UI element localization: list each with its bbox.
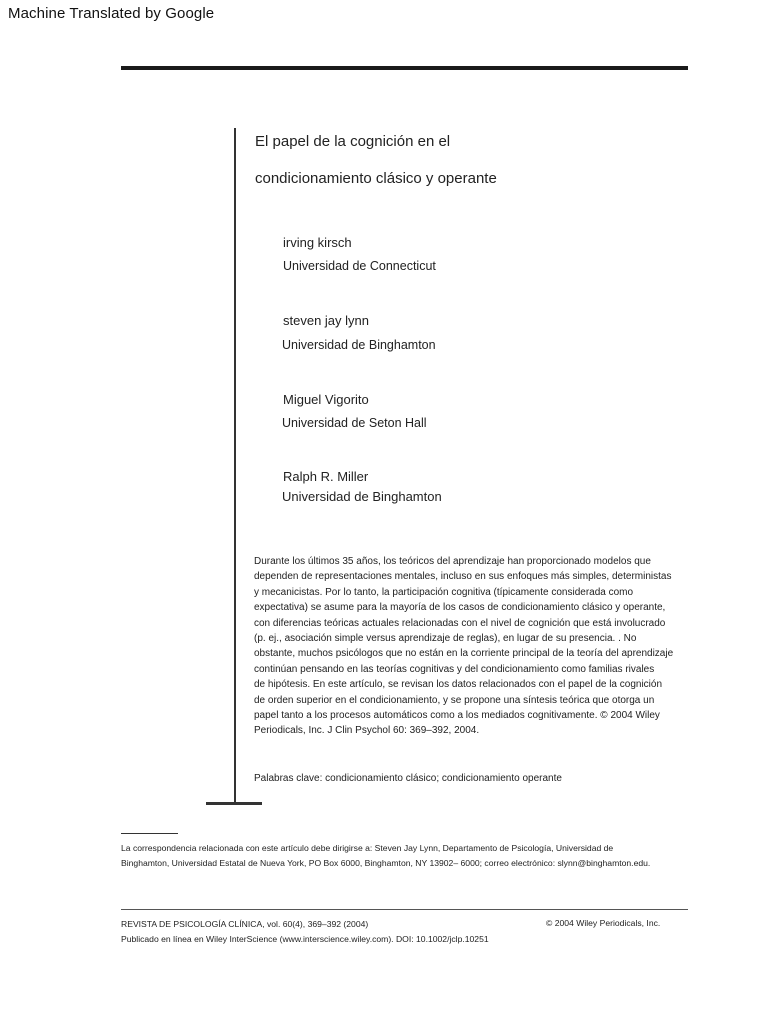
journal-online-info: Publicado en línea en Wiley InterScience (www.interscience.wiley.com). DOI: 10.1002/jclp.10251 [121, 934, 489, 944]
abstract-line: (p. ej., asociación simple versus aprendizaje de reglas), en lugar de su presencia. . No [254, 633, 637, 645]
abstract-line: continúan pensando en las teorías cognitivas y del condicionamiento como familias rivales [254, 663, 655, 675]
rule-foot [206, 802, 262, 805]
vertical-rule [234, 128, 236, 804]
footnote-line: La correspondencia relacionada con este artículo debe dirigirse a: Steven Jay Lynn, Departamento de Psicología, Universidad de [121, 843, 614, 853]
keywords: Palabras clave: condicionamiento clásico; condicionamiento operante [254, 773, 562, 784]
abstract-line: expectativa) se asume para la mayoría de los casos de condicionamiento clásico y operante, [254, 602, 666, 614]
author-name: Ralph R. Miller [283, 469, 369, 484]
abstract-line: dependen de representaciones mentales, incluso en sus enfoques más simples, deterministas [254, 571, 672, 583]
author-name: Miguel Vigorito [283, 392, 369, 407]
author-affiliation: Universidad de Binghamton [282, 489, 442, 504]
abstract-line: de hipótesis. En este artículo, se revisan los datos relacionados con el papel de la cognición [254, 679, 663, 691]
author-name: steven jay lynn [283, 313, 369, 328]
bottom-rule [121, 909, 688, 910]
journal-info [121, 917, 489, 947]
abstract-line: de orden superior en el condicionamiento, y se propone una síntesis teórica que otorga un [254, 694, 655, 706]
footnote-rule [121, 833, 178, 834]
top-rule [121, 66, 688, 70]
abstract-line: con diferencias teóricas actuales relacionadas con el nivel de cognición que está involucrado [254, 617, 666, 629]
abstract-line: y mecanicistas. Por lo tanto, la participación cognitiva (típicamente considerada como [254, 586, 634, 598]
translation-banner: Machine Translated by Google [8, 5, 215, 22]
author-name: irving kirsch [283, 235, 352, 250]
footnote-line: Binghamton, Universidad Estatal de Nueva York, PO Box 6000, Binghamton, NY 13902– 6000; correo electrónico: slynn@binghamton.edu. [121, 858, 651, 868]
abstract-line: Durante los últimos 35 años, los teóricos del aprendizaje han proporcionado modelos que [254, 556, 651, 567]
journal-citation: REVISTA DE PSICOLOGÍA CLÍNICA, vol. 60(4), 369–392 (2004) [121, 919, 369, 929]
abstract-line: Periodicals, Inc. J Clin Psychol 60: 369–392, 2004. [254, 725, 480, 737]
abstract-line: papel tanto a los procesos automáticos como a los mediados cognitivamente. © 2004 Wiley [254, 710, 660, 722]
copyright: © 2004 Wiley Periodicals, Inc. [546, 918, 661, 928]
correspondence-footnote [121, 841, 650, 871]
abstract-line: obstante, muchos psicólogos que no están en la corriente principal de la teoría del aprendizaje [254, 648, 674, 660]
title-line-2: condicionamiento clásico y operante [255, 170, 497, 187]
author-affiliation: Universidad de Connecticut [283, 259, 436, 273]
author-affiliation: Universidad de Seton Hall [282, 416, 427, 430]
author-affiliation: Universidad de Binghamton [282, 338, 436, 352]
title-line-1: El papel de la cognición en el [255, 133, 451, 150]
abstract [254, 554, 704, 739]
